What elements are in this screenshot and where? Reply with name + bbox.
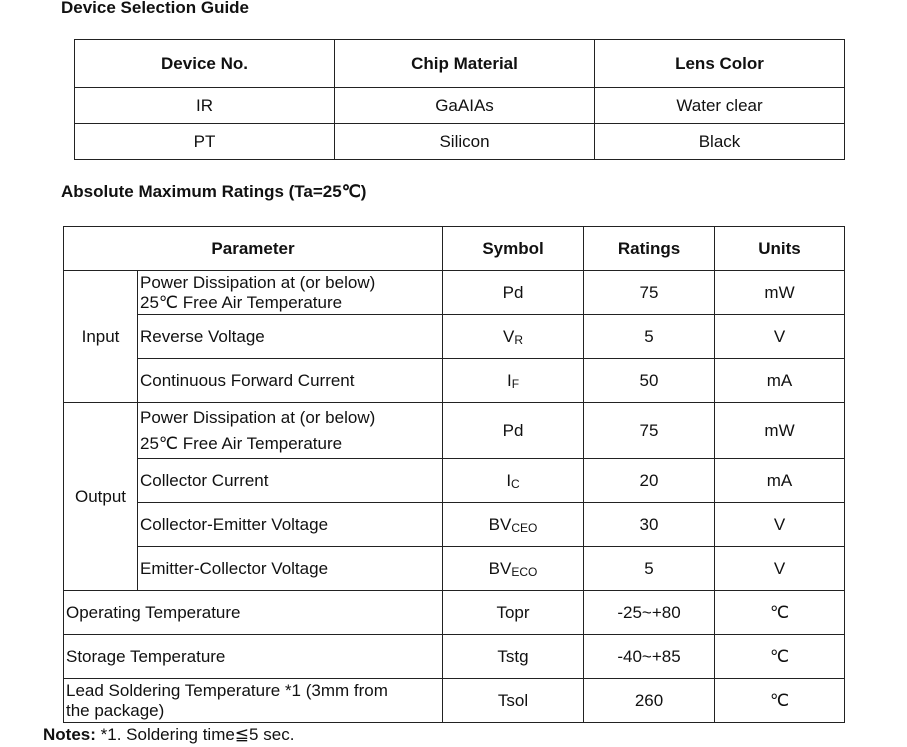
unit-cell: mW (715, 403, 845, 459)
parameter-cell (138, 403, 443, 459)
table-row (75, 88, 845, 124)
header-chip-material: Chip Material (335, 40, 595, 88)
ratings-table (63, 226, 845, 723)
symbol-cell (443, 403, 584, 459)
parameter-line: the package) (66, 700, 165, 720)
unit-cell: ℃ (715, 635, 845, 679)
symbol-main: I (506, 370, 512, 390)
symbol-cell (443, 359, 584, 403)
symbol-main: BV (488, 514, 512, 534)
rating-value: -25~+80 (584, 591, 715, 635)
parameter-line: Power Dissipation at (or below) (140, 272, 376, 292)
rating-value: 5 (584, 547, 715, 591)
symbol-cell (443, 271, 584, 315)
table-row (64, 547, 845, 591)
unit-cell: V (715, 503, 845, 547)
header-device-no: Device No. (75, 40, 335, 88)
notes-label: Notes: (43, 725, 96, 744)
parameter-cell (138, 271, 443, 315)
header-ratings: Ratings (584, 227, 715, 271)
rating-value: 20 (584, 459, 715, 503)
cell-device: IR (75, 88, 335, 124)
parameter-line: Lead Soldering Temperature *1 (3mm from (66, 680, 388, 700)
table-header-row (75, 40, 845, 88)
parameter-cell: Collector-Emitter Voltage (138, 503, 443, 547)
rating-value: 5 (584, 315, 715, 359)
header-symbol: Symbol (443, 227, 584, 271)
symbol-cell: Topr (443, 591, 584, 635)
table-row (64, 635, 845, 679)
ratings-title: Absolute Maximum Ratings (Ta=25℃) (61, 182, 367, 201)
header-parameter: Parameter (64, 227, 443, 271)
device-selection-table (74, 39, 845, 160)
cell-lens: Water clear (595, 88, 845, 124)
cell-chip: GaAIAs (335, 88, 595, 124)
rating-value: 30 (584, 503, 715, 547)
unit-cell: V (715, 315, 845, 359)
symbol-subscript: ECO (511, 564, 538, 579)
symbol-subscript: C (511, 476, 520, 491)
table-row (64, 271, 845, 315)
symbol-main: I (506, 470, 512, 490)
parameter-cell (64, 679, 443, 723)
cell-lens: Black (595, 124, 845, 160)
parameter-cell: Continuous Forward Current (138, 359, 443, 403)
table-row (64, 403, 845, 459)
unit-cell: mW (715, 271, 845, 315)
symbol-main: Pd (502, 420, 524, 440)
symbol-cell: Tsol (443, 679, 584, 723)
rating-value: 260 (584, 679, 715, 723)
rating-value: 50 (584, 359, 715, 403)
symbol-cell (443, 315, 584, 359)
parameter-cell: Collector Current (138, 459, 443, 503)
unit-cell: ℃ (715, 679, 845, 723)
rating-value: 75 (584, 271, 715, 315)
table-row (75, 124, 845, 160)
table-row (64, 503, 845, 547)
parameter-line: 25℃ Free Air Temperature (140, 292, 343, 312)
symbol-cell (443, 503, 584, 547)
cell-device: PT (75, 124, 335, 160)
symbol-main: Pd (502, 282, 524, 302)
rating-value: 75 (584, 403, 715, 459)
symbol-subscript: F (511, 376, 520, 391)
unit-cell: V (715, 547, 845, 591)
rating-value: -40~+85 (584, 635, 715, 679)
symbol-subscript: CEO (511, 520, 538, 535)
parameter-cell: Operating Temperature (64, 591, 443, 635)
symbol-cell: Tstg (443, 635, 584, 679)
header-units: Units (715, 227, 845, 271)
header-lens-color: Lens Color (595, 40, 845, 88)
unit-cell: ℃ (715, 591, 845, 635)
symbol-subscript: R (514, 332, 524, 347)
group-label-input: Input (64, 271, 138, 403)
device-guide-title: Device Selection Guide (61, 0, 250, 17)
notes (43, 725, 294, 745)
table-row (64, 591, 845, 635)
group-label-output: Output (64, 403, 138, 591)
parameter-cell: Reverse Voltage (138, 315, 443, 359)
symbol-main: BV (488, 558, 512, 578)
parameter-cell: Emitter-Collector Voltage (138, 547, 443, 591)
unit-cell: mA (715, 459, 845, 503)
symbol-cell (443, 459, 584, 503)
symbol-main: V (503, 326, 515, 346)
cell-chip: Silicon (335, 124, 595, 160)
table-row (64, 359, 845, 403)
table-row (64, 679, 845, 723)
parameter-line: Power Dissipation at (or below) (140, 407, 376, 427)
notes-text: *1. Soldering time≦5 sec. (95, 725, 295, 744)
unit-cell: mA (715, 359, 845, 403)
table-header-row (64, 227, 845, 271)
symbol-cell (443, 547, 584, 591)
table-row (64, 459, 845, 503)
table-row (64, 315, 845, 359)
parameter-line: 25℃ Free Air Temperature (140, 433, 343, 453)
parameter-cell: Storage Temperature (64, 635, 443, 679)
